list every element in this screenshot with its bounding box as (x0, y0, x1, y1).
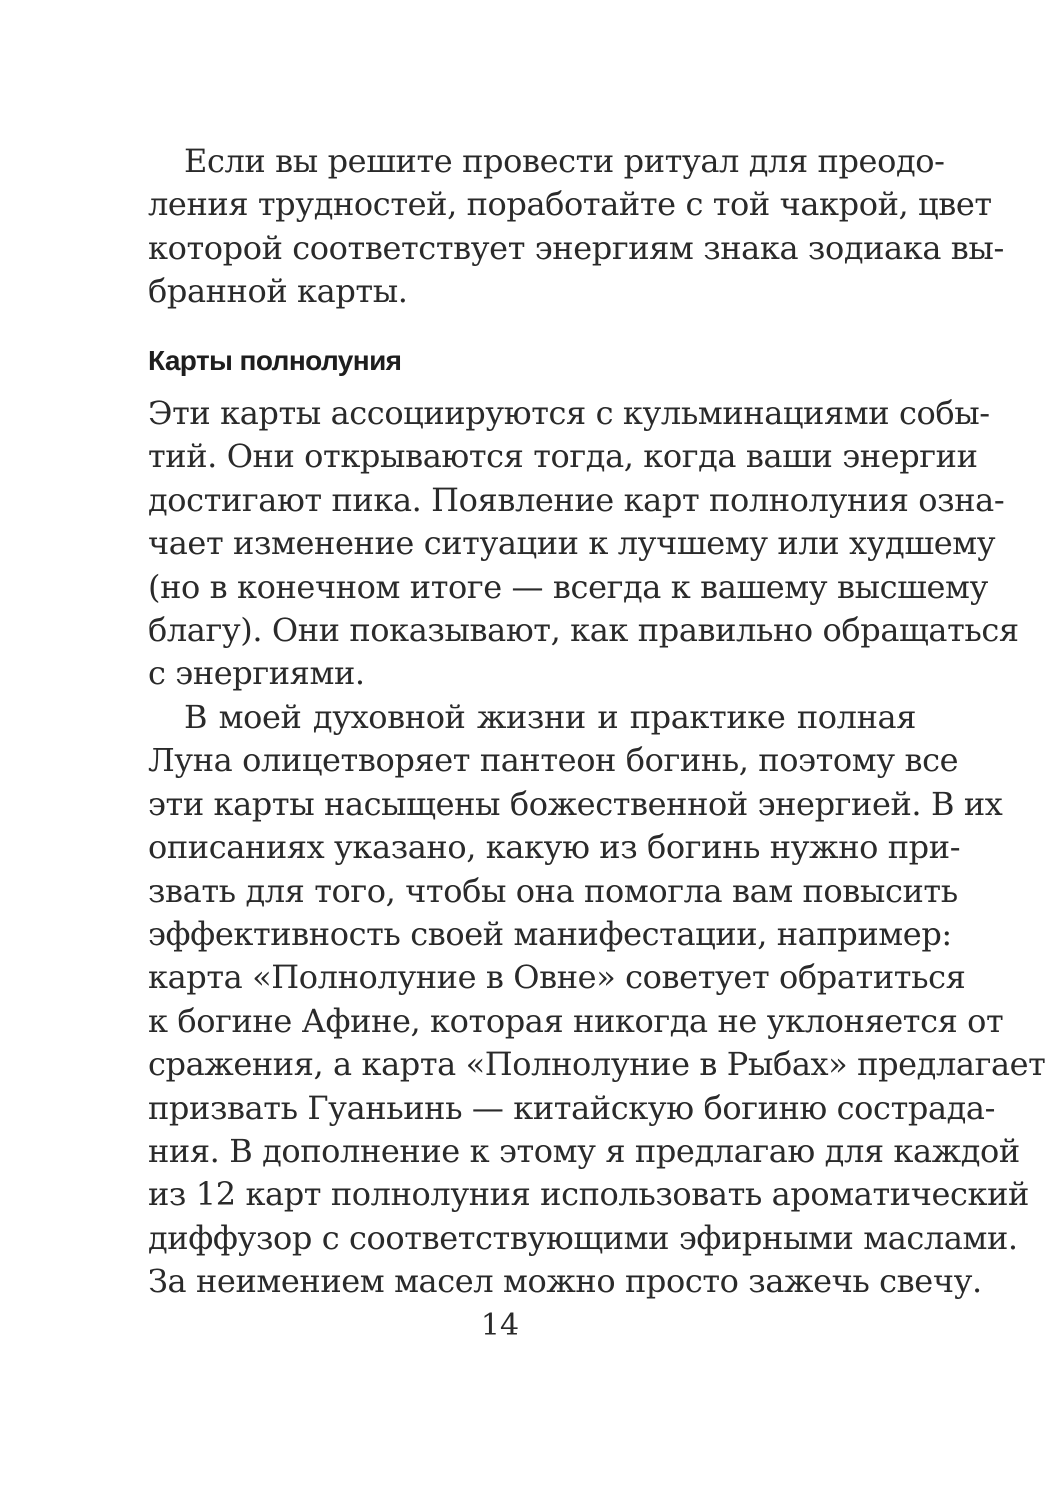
text-line: эффективность своей манифестации, например: (148, 914, 952, 953)
text-line: с энергиями. (148, 654, 365, 693)
text-line: из 12 карт полнолуния использовать ароматический (148, 1175, 1029, 1214)
text-line: к богине Афине, которая никогда не уклоняется от (148, 1001, 1004, 1040)
text-line: Эти карты ассоциируются с кульминациями собы- (148, 394, 990, 432)
text-line: В моей духовной жизни и практике полная (184, 698, 916, 736)
text-line: (но в конечном итоге — всегда к вашему высшему (148, 567, 988, 606)
text-line: Если вы решите провести ритуал для преодо- (184, 142, 945, 180)
text-line: благу). Они показывают, как правильно обращаться (148, 610, 1019, 649)
text-line: эти карты насыщены божественной энергией. В их (148, 784, 1003, 823)
text-line: сражения, а карта «Полнолуние в Рыбах» предлагает (148, 1045, 1045, 1084)
text-line: описаниях указано, какую из богинь нужно при- (148, 828, 961, 867)
text-line: которой соответствует энергиям знака зодиака вы- (148, 228, 1004, 267)
text-line: звать для того, чтобы она помогла вам повысить (148, 871, 958, 910)
paragraph-goddesses (148, 696, 1045, 1303)
section-heading: Карты полнолуния (148, 345, 402, 376)
text-line: ния. В дополнение к этому я предлагаю для каждой (148, 1131, 1020, 1170)
text-line: ления трудностей, поработайте с той чакрой, цвет (148, 185, 992, 224)
page-number: 14 (480, 1308, 520, 1343)
text-line: достигают пика. Появление карт полнолуния озна- (148, 480, 1005, 519)
text-line: диффузор с соответствующими эфирными маслами. (148, 1218, 1018, 1257)
text-line: призвать Гуаньинь — китайскую богиню сострада- (148, 1088, 996, 1127)
text-line: карта «Полнолуние в Овне» советует обратиться (148, 958, 966, 997)
text-line: Луна олицетворяет пантеон богинь, поэтому все (148, 741, 959, 780)
paragraph-ritual (148, 140, 1004, 314)
paragraph-full-moon-intro (148, 392, 1019, 696)
text-line: бранной карты. (148, 272, 408, 311)
text-line: чает изменение ситуации к лучшему или худшему (148, 524, 996, 563)
text-line: тий. Они открываются тогда, когда ваши энергии (148, 437, 978, 476)
text-line: За неимением масел можно просто зажечь свечу. (148, 1262, 982, 1301)
